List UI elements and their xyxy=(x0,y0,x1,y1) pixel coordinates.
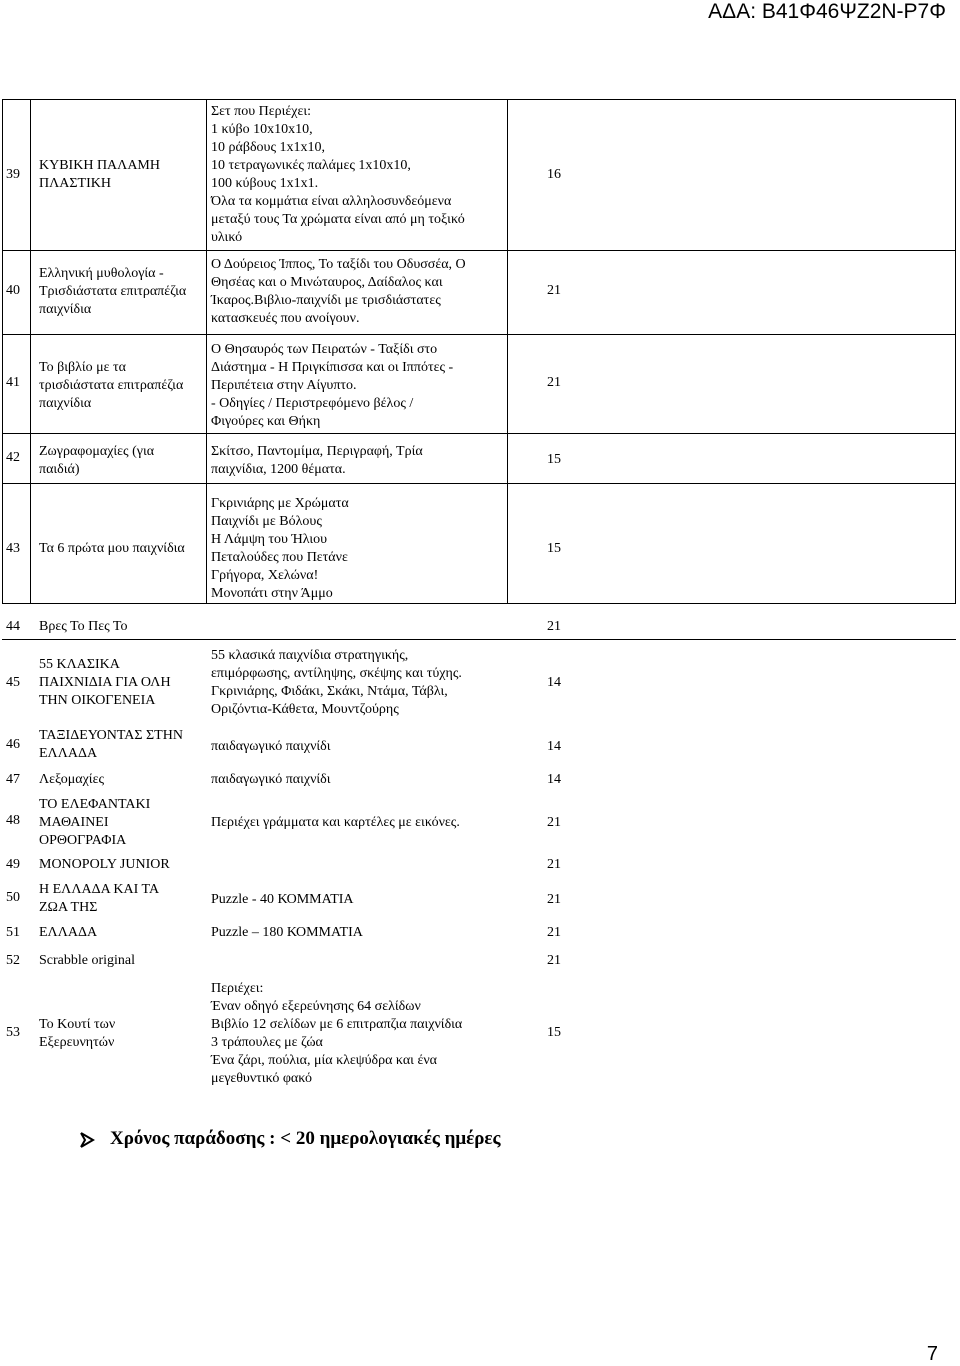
row-42-qty: 15 xyxy=(547,452,561,467)
row-45-qty: 14 xyxy=(547,675,561,690)
row-48-qty: 21 xyxy=(547,815,561,830)
row-41-desc: Ο Θησαυρός των Πειρατών - Ταξίδι στο Διάστημα - Η Πριγκίπισσα και οι Ιππότες - Περιπέτεια στην Αίγυπτο. - Οδηγίες / Περιστρεφόμενο βέλος / Φιγούρες και Θήκη xyxy=(211,342,454,429)
row-53-desc: Περιέχει: Έναν οδηγό εξερεύνησης 64 σελίδων Βιβλίο 12 σελίδων με 6 επιτραπζια παιχνίδια 3 τράπουλες με ζώα Ένα ζάρι, πούλια, μία κλεψύδρα και ένα μεγεθυντικό φακό xyxy=(211,981,463,1086)
row-46-no: 46 xyxy=(6,737,20,752)
row-40-title: Ελληνική μυθολογία - Τρισδιάστατα επιτραπέζια παιχνίδια xyxy=(39,266,187,317)
row-50-qty: 21 xyxy=(547,892,561,907)
row-42-no: 42 xyxy=(6,450,20,465)
row-47-qty: 14 xyxy=(547,772,561,787)
row-39-title: ΚΥΒΙΚΗ ΠΑΛΑΜΗ ΠΛΑΣΤΙΚΗ xyxy=(39,158,160,191)
row-47-title: Λεξομαχίες xyxy=(39,772,104,787)
row-53-title: Το Κουτί των Εξερευνητών xyxy=(39,1017,116,1050)
row-39-qty: 16 xyxy=(547,167,561,182)
row-43-qty: 15 xyxy=(547,541,561,556)
row-53-no: 53 xyxy=(6,1025,20,1040)
row-43-desc: Γκρινιάρης με Χρώματα Παιχνίδι με Βόλους Η Λάμψη του Ήλιου Πεταλούδες που Πετάνε Γρήγορα, Χελώνα! Μονοπάτι στην Άμμο xyxy=(211,496,349,601)
row-50-desc: Puzzle - 40 ΚΟΜΜΑΤΙΑ xyxy=(211,892,354,907)
row-47-no: 47 xyxy=(6,772,20,787)
row-48-desc: Περιέχει γράμματα και καρτέλες με εικόνες. xyxy=(211,815,460,830)
row-48-title: ΤΟ ΕΛΕΦΑΝΤΑΚΙ ΜΑΘΑΙΝΕΙ ΟΡΘΟΓΡΑΦΙΑ xyxy=(39,797,151,848)
row-42-desc: Σκίτσο, Παντομίμα, Περιγραφή, Τρία παιχνίδια, 1200 θέματα. xyxy=(211,444,423,477)
page-number: 7 xyxy=(926,1343,938,1365)
row-49-qty: 21 xyxy=(547,857,561,872)
row-51-no: 51 xyxy=(6,925,20,940)
row-43-no: 43 xyxy=(6,541,20,556)
row-41-title: Το βιβλίο με τα τρισδιάστατα επιτραπέζια παιχνίδια xyxy=(39,360,184,411)
row-43-title: Τα 6 πρώτα μου παιχνίδια xyxy=(39,541,185,556)
row-49-no: 49 xyxy=(6,857,20,872)
row-51-qty: 21 xyxy=(547,925,561,940)
row-51-desc: Puzzle – 180 ΚΟΜΜΑΤΙΑ xyxy=(211,925,363,940)
arrow-bullet-icon xyxy=(80,1131,96,1149)
row-46-title: ΤΑΞΙΔΕΥΟΝΤΑΣ ΣΤΗΝ ΕΛΛΑΔΑ xyxy=(39,728,183,761)
row-39-no: 39 xyxy=(6,167,20,182)
row-49-title: MONOPOLY JUNIOR xyxy=(39,857,170,872)
delivery-time: Χρόνος παράδοσης : < 20 ημερολογιακές ημέρες xyxy=(110,1128,501,1149)
row-40-no: 40 xyxy=(6,283,20,298)
row-41-no: 41 xyxy=(6,375,20,390)
row-48-no: 48 xyxy=(6,813,20,828)
row-52-no: 52 xyxy=(6,953,20,968)
row-41-qty: 21 xyxy=(547,375,561,390)
row-50-no: 50 xyxy=(6,890,20,905)
row-46-desc: παιδαγωγικό παιχνίδι xyxy=(211,739,331,754)
row-45-no: 45 xyxy=(6,675,20,690)
row-44-no: 44 xyxy=(6,619,20,634)
ada-header: ΑΔΑ: Β41Φ46ΨΖ2Ν-Ρ7Φ xyxy=(708,0,946,23)
row-53-qty: 15 xyxy=(547,1025,561,1040)
row-39-desc: Σετ που Περιέχει: 1 κύβο 10x10x10, 10 ράβδους 1x1x10, 10 τετραγωνικές παλάμες 1x10x10, 100 κύβους 1x1x1. Όλα τα κομμάτια είναι αλληλοσυνδεόμενα μεταξύ τους Τα χρώματα είναι από μη τοξικό υλικό xyxy=(211,104,465,245)
row-40-desc: Ο Δούρειος Ίππος, Το ταξίδι του Οδυσσέα, Ο Θησέας και ο Μινώταυρος, Δαίδαλος και Ίκαρος.Βιβλιο-παιχνίδι με τρισδιάστατες κατασκευές που ανοίγουν. xyxy=(211,257,466,326)
row-40-qty: 21 xyxy=(547,283,561,298)
row-50-title: Η ΕΛΛΑΔΑ ΚΑΙ ΤΑ ΖΩΑ ΤΗΣ xyxy=(39,882,160,915)
row-52-title: Scrabble original xyxy=(39,953,136,968)
row-44-title: Βρες Το Πες Το xyxy=(39,619,128,634)
row-45-title: 55 ΚΛΑΣΙΚΑ ΠΑΙΧΝΙΔΙΑ ΓΙΑ ΟΛΗ ΤΗΝ ΟΙΚΟΓΕΝΕΙΑ xyxy=(39,657,171,708)
row-44-qty: 21 xyxy=(547,619,561,634)
row-42-title: Ζωγραφομαχίες (για παιδιά) xyxy=(39,444,155,477)
row-47-desc: παιδαγωγικό παιχνίδι xyxy=(211,772,331,787)
row-51-title: ΕΛΛΑΔΑ xyxy=(39,925,98,940)
row-46-qty: 14 xyxy=(547,739,561,754)
row-52-qty: 21 xyxy=(547,953,561,968)
row-45-desc: 55 κλασικά παιχνίδια στρατηγικής, επιμόρφωσης, αντίληψης, σκέψης και τύχης. Γκρινιάρης, Φιδάκι, Σκάκι, Ντάμα, Τάβλι, Οριζόντια-Κάθετα, Μουντζούρης xyxy=(211,648,462,717)
